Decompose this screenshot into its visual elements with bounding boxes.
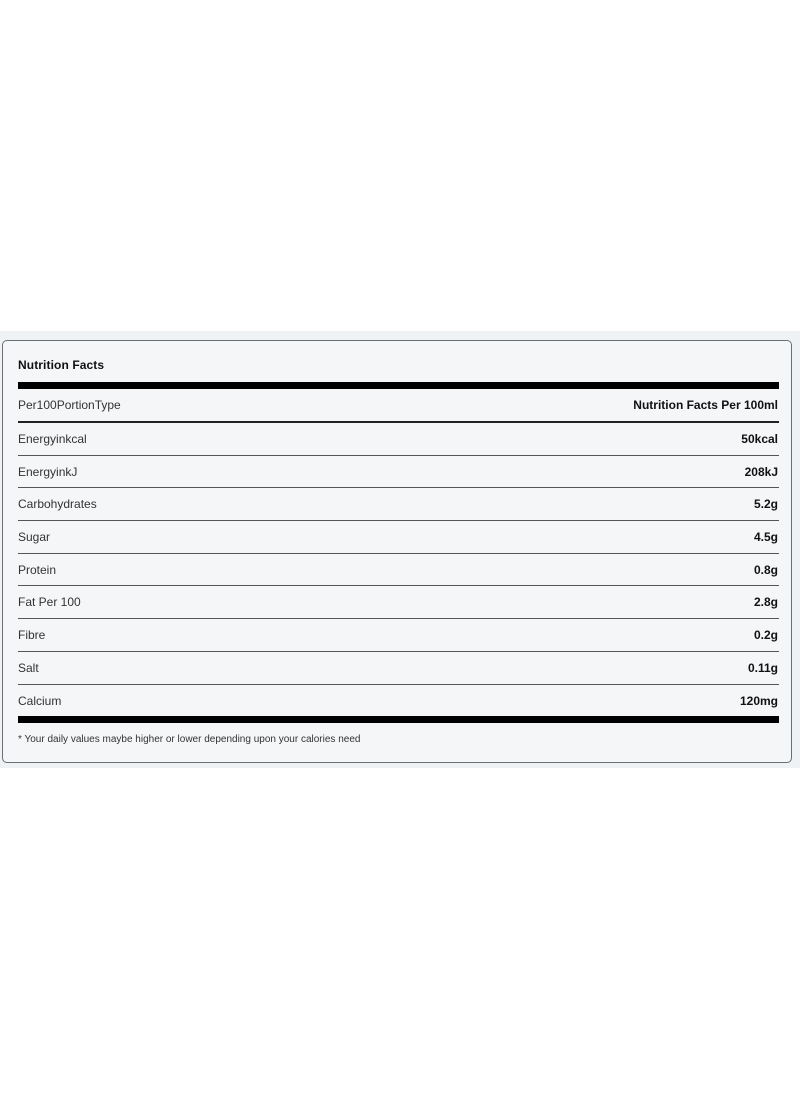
table-row <box>18 619 779 652</box>
row-label: Protein <box>18 562 57 577</box>
row-value: 0.11g <box>747 660 778 675</box>
row-label: Calcium <box>18 693 62 708</box>
nutrition-table <box>18 389 779 717</box>
header-label: Per100PortionType <box>18 398 121 412</box>
table-row <box>18 586 779 619</box>
row-label: Fat Per 100 <box>18 595 81 610</box>
bottom-divider <box>18 716 779 723</box>
panel-title: Nutrition Facts <box>18 358 105 372</box>
table-row <box>18 423 779 456</box>
row-label: Salt <box>18 660 39 675</box>
row-label: EnergyinkJ <box>18 464 78 479</box>
table-header-row <box>18 389 779 423</box>
row-value: 208kJ <box>744 464 778 479</box>
row-value: 50kcal <box>741 431 778 446</box>
table-row <box>18 488 779 521</box>
table-row <box>18 521 779 554</box>
row-label: Fibre <box>18 627 46 642</box>
table-row <box>18 685 779 718</box>
row-label: Sugar <box>18 529 51 544</box>
footnote: * Your daily values maybe higher or lower depending upon your calories need <box>18 734 361 745</box>
row-label: Carbohydrates <box>18 497 97 512</box>
table-row <box>18 554 779 587</box>
row-value: 120mg <box>739 693 778 708</box>
row-value: 5.2g <box>753 497 778 512</box>
row-value: 2.8g <box>753 595 778 610</box>
table-row <box>18 652 779 685</box>
row-value: 0.2g <box>753 627 778 642</box>
header-value: Nutrition Facts Per 100ml <box>633 398 778 412</box>
row-label: Energyinkcal <box>18 431 87 446</box>
row-value: 4.5g <box>753 529 778 544</box>
top-divider <box>18 382 779 389</box>
table-row <box>18 456 779 489</box>
row-value: 0.8g <box>753 562 778 577</box>
nutrition-facts-panel <box>2 340 792 763</box>
